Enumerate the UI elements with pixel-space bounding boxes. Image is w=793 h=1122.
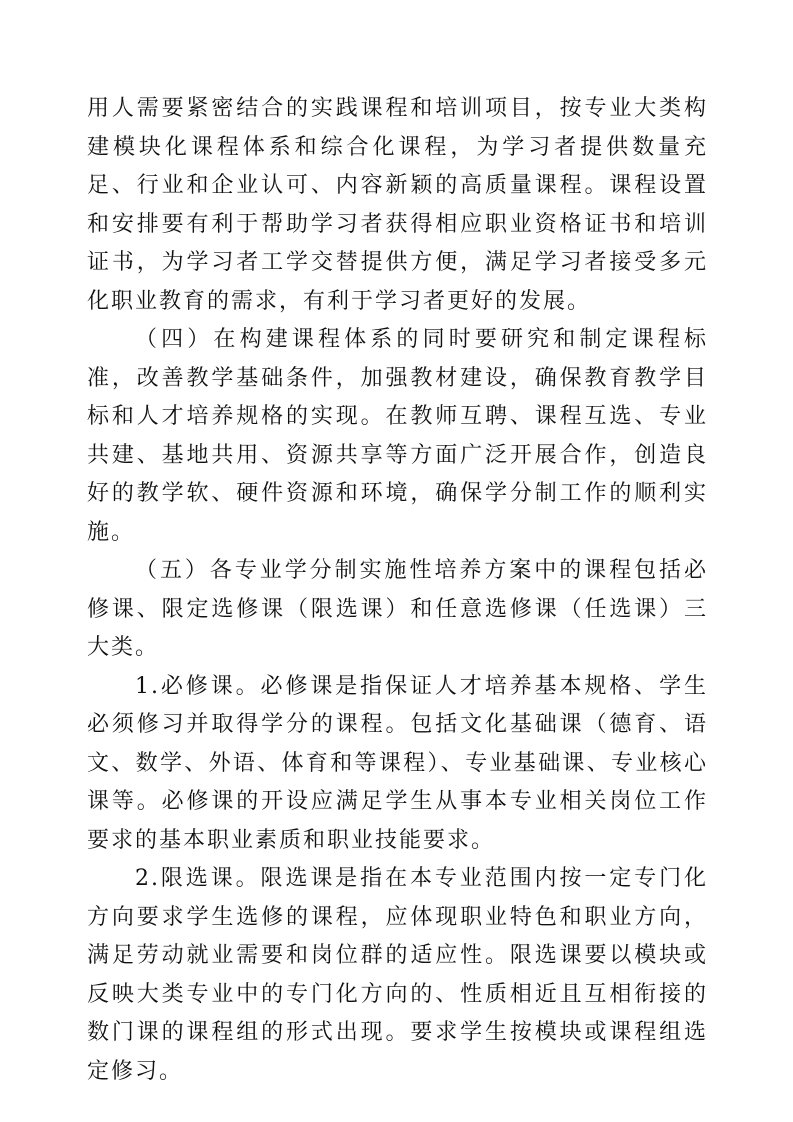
paragraph-restricted-electives: 2.限选课。限选课是指在本专业范围内按一定专门化方向要求学生选修的课程，应体现职业特色和职业方向，满足劳动就业需要和岗位群的适应性。限选课要以模块或反映大类专业中的专门化方向的、性质相近且互相衔接的数门课的课程组的形式出现。要求学生按模块或课程组选定修习。 (87, 866, 708, 1084)
paragraph-continuation: 用人需要紧密结合的实践课程和培训项目，按专业大类构建模块化课程体系和综合化课程，为学习者提供数量充足、行业和企业认可、内容新颖的高质量课程。课程设置和安排要有利于帮助学习者获得相应职业资格证书和培训证书，为学习者工学交替提供方便，满足学习者接受多元化职业教育的需求，有利于学习者更好的发展。 (87, 96, 708, 314)
paragraph-section-five: （五）各专业学分制实施性培养方案中的课程包括必修课、限定选修课（限选课）和任意选修课（任选课）三大类。 (87, 558, 708, 660)
paragraph-section-four: （四）在构建课程体系的同时要研究和制定课程标准，改善教学基础条件，加强教材建设，确保教育教学目标和人才培养规格的实现。在教师互聘、课程互选、专业共建、基地共用、资源共享等方面广泛开展合作，创造良好的教学软、硬件资源和环境，确保学分制工作的顺利实施。 (87, 327, 708, 545)
paragraph-required-courses: 1.必修课。必修课是指保证人才培养基本规格、学生必须修习并取得学分的课程。包括文化基础课（德育、语文、数学、外语、体育和等课程）、专业基础课、专业核心课等。必修课的开设应满足学生从事本专业相关岗位工作要求的基本职业素质和职业技能要求。 (87, 673, 708, 853)
document-body (87, 90, 708, 1091)
